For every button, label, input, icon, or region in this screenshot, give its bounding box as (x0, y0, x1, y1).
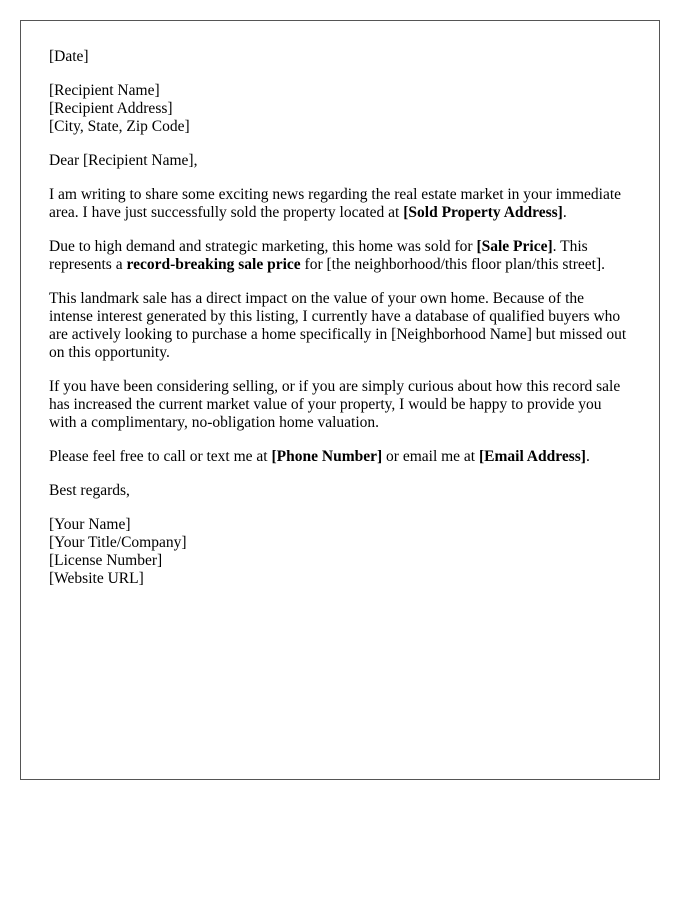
signature-block (49, 516, 631, 588)
closing: Best regards, (49, 482, 130, 499)
paragraph-contact-text-3: . (585, 448, 590, 465)
recipient-address: [Recipient Address] (49, 100, 173, 117)
signature-license: [License Number] (49, 552, 163, 569)
signature-title-company: [Your Title/Company] (49, 534, 187, 551)
recipient-block (49, 82, 631, 136)
paragraph-sale (49, 238, 631, 274)
date-line (49, 48, 631, 66)
email-address: [Email Address] (479, 448, 586, 465)
sold-property-address: [Sold Property Address] (403, 204, 563, 221)
paragraph-contact-text-1: Please feel free to call or text me at (49, 448, 272, 465)
salutation: Dear [Recipient Name], (49, 152, 198, 169)
record-breaking-phrase: record-breaking sale price (126, 256, 301, 273)
signature-name: [Your Name] (49, 516, 131, 533)
letter-page (20, 20, 660, 780)
paragraph-sale-text-2: . This represents a (49, 238, 588, 273)
paragraph-sale-text-1: Due to high demand and strategic marketing, this home was sold for (49, 238, 477, 255)
phone-number: [Phone Number] (271, 448, 383, 465)
paragraph-contact (49, 448, 631, 466)
paragraph-contact-text-2: or email me at (382, 448, 479, 465)
paragraph-intro (49, 186, 631, 222)
recipient-city-state-zip: [City, State, Zip Code] (49, 118, 190, 135)
paragraph-intro-end: . (562, 204, 567, 221)
signature-website: [Website URL] (49, 570, 144, 587)
paragraph-sale-text-3: for [the neighborhood/this floor plan/this street]. (300, 256, 606, 273)
paragraph-impact: This landmark sale has a direct impact on the value of your own home. Because of the intense interest generated by this listing, I currently have a database of qualified buyers who are actively looking to purchase a home specifically in [Neighborhood Name] but missed out on this opportunity. (49, 290, 627, 361)
date: [Date] (49, 48, 89, 65)
paragraph-valuation: If you have been considering selling, or if you are simply curious about how this record sale has increased the current market value of your property, I would be happy to provide you with a complimentary, no-obligation home valuation. (49, 378, 621, 431)
sale-price: [Sale Price] (476, 238, 553, 255)
paragraph-intro-text: I am writing to share some exciting news regarding the real estate market in your immediate area. I have just successfully sold the property located at (49, 186, 622, 221)
recipient-name: [Recipient Name] (49, 82, 160, 99)
